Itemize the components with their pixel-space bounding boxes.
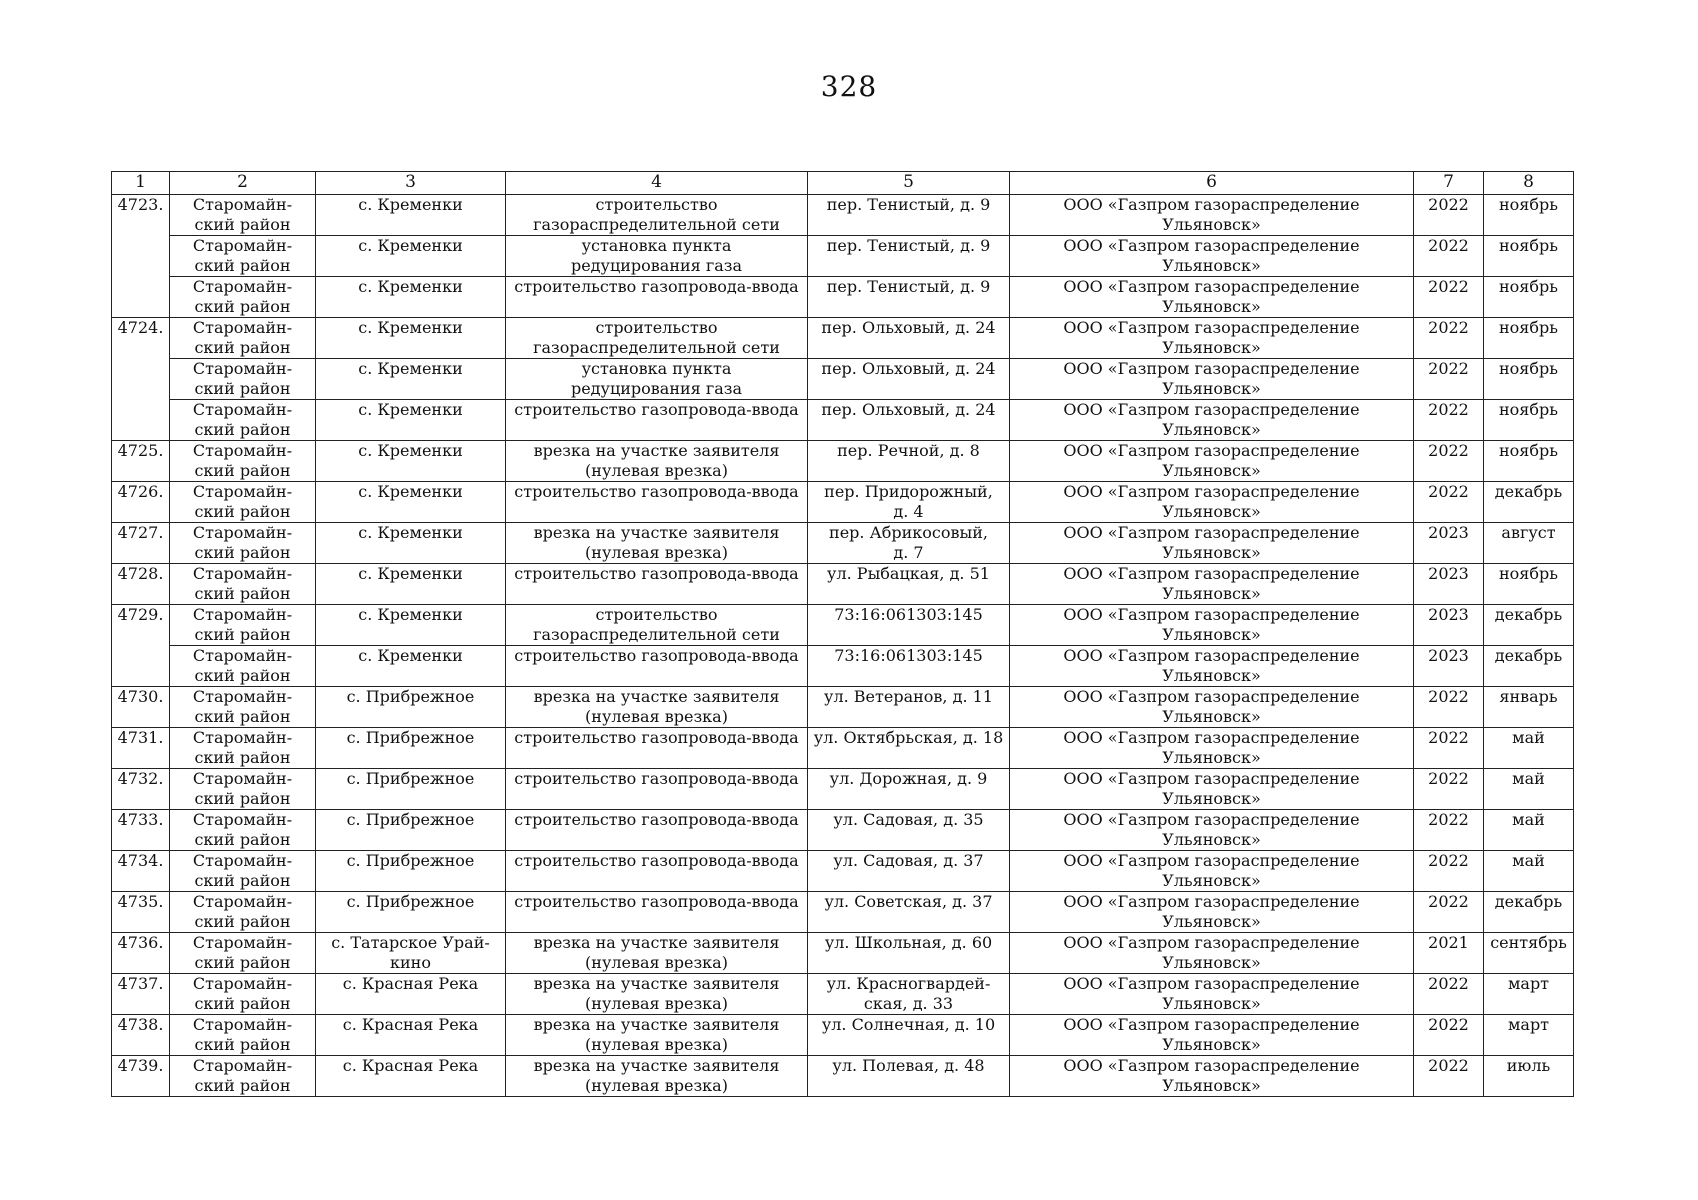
work-type-cell: врезка на участке заявителя (нулевая врезка)	[506, 523, 808, 564]
address-cell: пер. Ольховый, д. 24	[808, 359, 1010, 400]
year-cell: 2022	[1414, 236, 1484, 277]
district-cell: Старомайн- ский район	[170, 728, 316, 769]
address-cell: ул. Рыбацкая, д. 51	[808, 564, 1010, 605]
table-row	[112, 318, 1574, 359]
month-cell: декабрь	[1484, 605, 1574, 646]
address-cell: ул. Садовая, д. 35	[808, 810, 1010, 851]
address-cell: ул. Ветеранов, д. 11	[808, 687, 1010, 728]
work-type-cell: строительство газопровода-ввода	[506, 564, 808, 605]
district-cell: Старомайн- ский район	[170, 769, 316, 810]
district-cell: Старомайн- ский район	[170, 605, 316, 646]
settlement-cell: с. Кременки	[316, 236, 506, 277]
settlement-cell: с. Красная Река	[316, 1015, 506, 1056]
table-row	[112, 236, 1574, 277]
address-cell: ул. Октябрьская, д. 18	[808, 728, 1010, 769]
organization-cell: ООО «Газпром газораспределение Ульяновск»	[1010, 851, 1414, 892]
work-type-cell: строительство газопровода-ввода	[506, 482, 808, 523]
month-cell: сентябрь	[1484, 933, 1574, 974]
month-cell: ноябрь	[1484, 441, 1574, 482]
organization-cell: ООО «Газпром газораспределение Ульяновск»	[1010, 687, 1414, 728]
work-type-cell: врезка на участке заявителя (нулевая врезка)	[506, 974, 808, 1015]
row-number-cell: 4739.	[112, 1056, 170, 1097]
district-cell: Старомайн- ский район	[170, 482, 316, 523]
district-cell: Старомайн- ский район	[170, 646, 316, 687]
settlement-cell: с. Кременки	[316, 318, 506, 359]
district-cell: Старомайн- ский район	[170, 1015, 316, 1056]
registry-table	[111, 171, 1574, 1097]
work-type-cell: установка пункта редуцирования газа	[506, 236, 808, 277]
year-cell: 2022	[1414, 359, 1484, 400]
district-cell: Старомайн- ский район	[170, 236, 316, 277]
work-type-cell: строительство газопровода-ввода	[506, 728, 808, 769]
year-cell: 2023	[1414, 523, 1484, 564]
year-cell: 2022	[1414, 1056, 1484, 1097]
row-number-cell: 4723.	[112, 195, 170, 318]
table-row	[112, 359, 1574, 400]
row-number-cell: 4728.	[112, 564, 170, 605]
month-cell: май	[1484, 728, 1574, 769]
settlement-cell: с. Кременки	[316, 195, 506, 236]
year-cell: 2022	[1414, 1015, 1484, 1056]
month-cell: декабрь	[1484, 482, 1574, 523]
organization-cell: ООО «Газпром газораспределение Ульяновск»	[1010, 974, 1414, 1015]
month-cell: ноябрь	[1484, 400, 1574, 441]
header-cell-8: 8	[1484, 172, 1574, 195]
settlement-cell: с. Прибрежное	[316, 728, 506, 769]
row-number-cell: 4732.	[112, 769, 170, 810]
organization-cell: ООО «Газпром газораспределение Ульяновск»	[1010, 1056, 1414, 1097]
header-cell-7: 7	[1414, 172, 1484, 195]
year-cell: 2022	[1414, 482, 1484, 523]
month-cell: ноябрь	[1484, 564, 1574, 605]
district-cell: Старомайн- ский район	[170, 523, 316, 564]
address-cell: пер. Ольховый, д. 24	[808, 318, 1010, 359]
organization-cell: ООО «Газпром газораспределение Ульяновск»	[1010, 933, 1414, 974]
address-cell: пер. Придорожный, д. 4	[808, 482, 1010, 523]
settlement-cell: с. Кременки	[316, 482, 506, 523]
month-cell: ноябрь	[1484, 277, 1574, 318]
month-cell: май	[1484, 851, 1574, 892]
table-row	[112, 810, 1574, 851]
table-row	[112, 195, 1574, 236]
header-cell-4: 4	[506, 172, 808, 195]
year-cell: 2022	[1414, 810, 1484, 851]
table-row	[112, 769, 1574, 810]
row-number-cell: 4737.	[112, 974, 170, 1015]
address-cell: пер. Абрикосовый, д. 7	[808, 523, 1010, 564]
month-cell: декабрь	[1484, 646, 1574, 687]
district-cell: Старомайн- ский район	[170, 974, 316, 1015]
year-cell: 2022	[1414, 441, 1484, 482]
year-cell: 2023	[1414, 605, 1484, 646]
year-cell: 2022	[1414, 277, 1484, 318]
settlement-cell: с. Татарское Урай- кино	[316, 933, 506, 974]
settlement-cell: с. Кременки	[316, 646, 506, 687]
address-cell: пер. Тенистый, д. 9	[808, 195, 1010, 236]
settlement-cell: с. Прибрежное	[316, 687, 506, 728]
table-row	[112, 1056, 1574, 1097]
work-type-cell: строительство газопровода-ввода	[506, 277, 808, 318]
table-row	[112, 441, 1574, 482]
organization-cell: ООО «Газпром газораспределение Ульяновск»	[1010, 605, 1414, 646]
table-row	[112, 728, 1574, 769]
settlement-cell: с. Прибрежное	[316, 810, 506, 851]
work-type-cell: строительство газопровода-ввода	[506, 646, 808, 687]
table-row	[112, 851, 1574, 892]
work-type-cell: строительство газопровода-ввода	[506, 892, 808, 933]
row-number-cell: 4731.	[112, 728, 170, 769]
work-type-cell: строительство газопровода-ввода	[506, 810, 808, 851]
address-cell: ул. Красногвардей- ская, д. 33	[808, 974, 1010, 1015]
district-cell: Старомайн- ский район	[170, 892, 316, 933]
year-cell: 2022	[1414, 195, 1484, 236]
header-cell-2: 2	[170, 172, 316, 195]
organization-cell: ООО «Газпром газораспределение Ульяновск»	[1010, 892, 1414, 933]
district-cell: Старомайн- ский район	[170, 687, 316, 728]
month-cell: май	[1484, 769, 1574, 810]
organization-cell: ООО «Газпром газораспределение Ульяновск»	[1010, 441, 1414, 482]
district-cell: Старомайн- ский район	[170, 195, 316, 236]
organization-cell: ООО «Газпром газораспределение Ульяновск»	[1010, 236, 1414, 277]
work-type-cell: строительство газопровода-ввода	[506, 769, 808, 810]
table-row	[112, 523, 1574, 564]
table-row	[112, 482, 1574, 523]
address-cell: ул. Садовая, д. 37	[808, 851, 1010, 892]
district-cell: Старомайн- ский район	[170, 564, 316, 605]
work-type-cell: строительство газораспределительной сети	[506, 318, 808, 359]
table-body	[112, 195, 1574, 1097]
work-type-cell: врезка на участке заявителя (нулевая врезка)	[506, 1015, 808, 1056]
year-cell: 2022	[1414, 318, 1484, 359]
table-row	[112, 687, 1574, 728]
month-cell: март	[1484, 1015, 1574, 1056]
work-type-cell: строительство газораспределительной сети	[506, 605, 808, 646]
year-cell: 2022	[1414, 728, 1484, 769]
table-row	[112, 564, 1574, 605]
month-cell: июль	[1484, 1056, 1574, 1097]
header-cell-5: 5	[808, 172, 1010, 195]
month-cell: ноябрь	[1484, 195, 1574, 236]
work-type-cell: строительство газопровода-ввода	[506, 400, 808, 441]
address-cell: ул. Солнечная, д. 10	[808, 1015, 1010, 1056]
page-number: 328	[820, 70, 878, 103]
settlement-cell: с. Кременки	[316, 441, 506, 482]
work-type-cell: строительство газопровода-ввода	[506, 851, 808, 892]
settlement-cell: с. Кременки	[316, 564, 506, 605]
year-cell: 2023	[1414, 646, 1484, 687]
organization-cell: ООО «Газпром газораспределение Ульяновск»	[1010, 482, 1414, 523]
header-row	[112, 172, 1574, 195]
settlement-cell: с. Кременки	[316, 277, 506, 318]
table-row	[112, 1015, 1574, 1056]
work-type-cell: строительство газораспределительной сети	[506, 195, 808, 236]
organization-cell: ООО «Газпром газораспределение Ульяновск»	[1010, 318, 1414, 359]
district-cell: Старомайн- ский район	[170, 359, 316, 400]
month-cell: май	[1484, 810, 1574, 851]
table-row	[112, 933, 1574, 974]
organization-cell: ООО «Газпром газораспределение Ульяновск»	[1010, 523, 1414, 564]
settlement-cell: с. Прибрежное	[316, 892, 506, 933]
row-number-cell: 4733.	[112, 810, 170, 851]
organization-cell: ООО «Газпром газораспределение Ульяновск»	[1010, 646, 1414, 687]
row-number-cell: 4729.	[112, 605, 170, 687]
header-cell-1: 1	[112, 172, 170, 195]
district-cell: Старомайн- ский район	[170, 810, 316, 851]
table-row	[112, 892, 1574, 933]
work-type-cell: врезка на участке заявителя (нулевая врезка)	[506, 687, 808, 728]
address-cell: 73:16:061303:145	[808, 605, 1010, 646]
work-type-cell: врезка на участке заявителя (нулевая врезка)	[506, 933, 808, 974]
work-type-cell: врезка на участке заявителя (нулевая врезка)	[506, 1056, 808, 1097]
month-cell: ноябрь	[1484, 359, 1574, 400]
row-number-cell: 4727.	[112, 523, 170, 564]
organization-cell: ООО «Газпром газораспределение Ульяновск»	[1010, 728, 1414, 769]
work-type-cell: врезка на участке заявителя (нулевая врезка)	[506, 441, 808, 482]
table-row	[112, 646, 1574, 687]
organization-cell: ООО «Газпром газораспределение Ульяновск»	[1010, 400, 1414, 441]
address-cell: пер. Тенистый, д. 9	[808, 236, 1010, 277]
address-cell: пер. Тенистый, д. 9	[808, 277, 1010, 318]
header-cell-3: 3	[316, 172, 506, 195]
settlement-cell: с. Кременки	[316, 605, 506, 646]
address-cell: пер. Речной, д. 8	[808, 441, 1010, 482]
settlement-cell: с. Кременки	[316, 400, 506, 441]
settlement-cell: с. Прибрежное	[316, 769, 506, 810]
row-number-cell: 4736.	[112, 933, 170, 974]
district-cell: Старомайн- ский район	[170, 318, 316, 359]
row-number-cell: 4738.	[112, 1015, 170, 1056]
table-row	[112, 605, 1574, 646]
year-cell: 2022	[1414, 892, 1484, 933]
district-cell: Старомайн- ский район	[170, 851, 316, 892]
table-row	[112, 277, 1574, 318]
organization-cell: ООО «Газпром газораспределение Ульяновск»	[1010, 359, 1414, 400]
district-cell: Старомайн- ский район	[170, 277, 316, 318]
month-cell: ноябрь	[1484, 318, 1574, 359]
year-cell: 2022	[1414, 769, 1484, 810]
settlement-cell: с. Красная Река	[316, 1056, 506, 1097]
address-cell: ул. Дорожная, д. 9	[808, 769, 1010, 810]
row-number-cell: 4730.	[112, 687, 170, 728]
organization-cell: ООО «Газпром газораспределение Ульяновск»	[1010, 769, 1414, 810]
district-cell: Старомайн- ский район	[170, 1056, 316, 1097]
row-number-cell: 4734.	[112, 851, 170, 892]
year-cell: 2021	[1414, 933, 1484, 974]
address-cell: 73:16:061303:145	[808, 646, 1010, 687]
month-cell: декабрь	[1484, 892, 1574, 933]
year-cell: 2022	[1414, 851, 1484, 892]
month-cell: март	[1484, 974, 1574, 1015]
organization-cell: ООО «Газпром газораспределение Ульяновск»	[1010, 810, 1414, 851]
header-cell-6: 6	[1010, 172, 1414, 195]
year-cell: 2022	[1414, 974, 1484, 1015]
year-cell: 2022	[1414, 687, 1484, 728]
address-cell: ул. Полевая, д. 48	[808, 1056, 1010, 1097]
address-cell: ул. Советская, д. 37	[808, 892, 1010, 933]
month-cell: ноябрь	[1484, 236, 1574, 277]
settlement-cell: с. Кременки	[316, 359, 506, 400]
month-cell: август	[1484, 523, 1574, 564]
settlement-cell: с. Красная Река	[316, 974, 506, 1015]
year-cell: 2022	[1414, 400, 1484, 441]
district-cell: Старомайн- ский район	[170, 441, 316, 482]
address-cell: ул. Школьная, д. 60	[808, 933, 1010, 974]
row-number-cell: 4735.	[112, 892, 170, 933]
organization-cell: ООО «Газпром газораспределение Ульяновск»	[1010, 277, 1414, 318]
settlement-cell: с. Прибрежное	[316, 851, 506, 892]
address-cell: пер. Ольховый, д. 24	[808, 400, 1010, 441]
district-cell: Старомайн- ский район	[170, 400, 316, 441]
table-row	[112, 974, 1574, 1015]
table-row	[112, 400, 1574, 441]
organization-cell: ООО «Газпром газораспределение Ульяновск»	[1010, 564, 1414, 605]
row-number-cell: 4724.	[112, 318, 170, 441]
month-cell: январь	[1484, 687, 1574, 728]
row-number-cell: 4726.	[112, 482, 170, 523]
settlement-cell: с. Кременки	[316, 523, 506, 564]
year-cell: 2023	[1414, 564, 1484, 605]
district-cell: Старомайн- ский район	[170, 933, 316, 974]
organization-cell: ООО «Газпром газораспределение Ульяновск»	[1010, 195, 1414, 236]
work-type-cell: установка пункта редуцирования газа	[506, 359, 808, 400]
row-number-cell: 4725.	[112, 441, 170, 482]
organization-cell: ООО «Газпром газораспределение Ульяновск»	[1010, 1015, 1414, 1056]
